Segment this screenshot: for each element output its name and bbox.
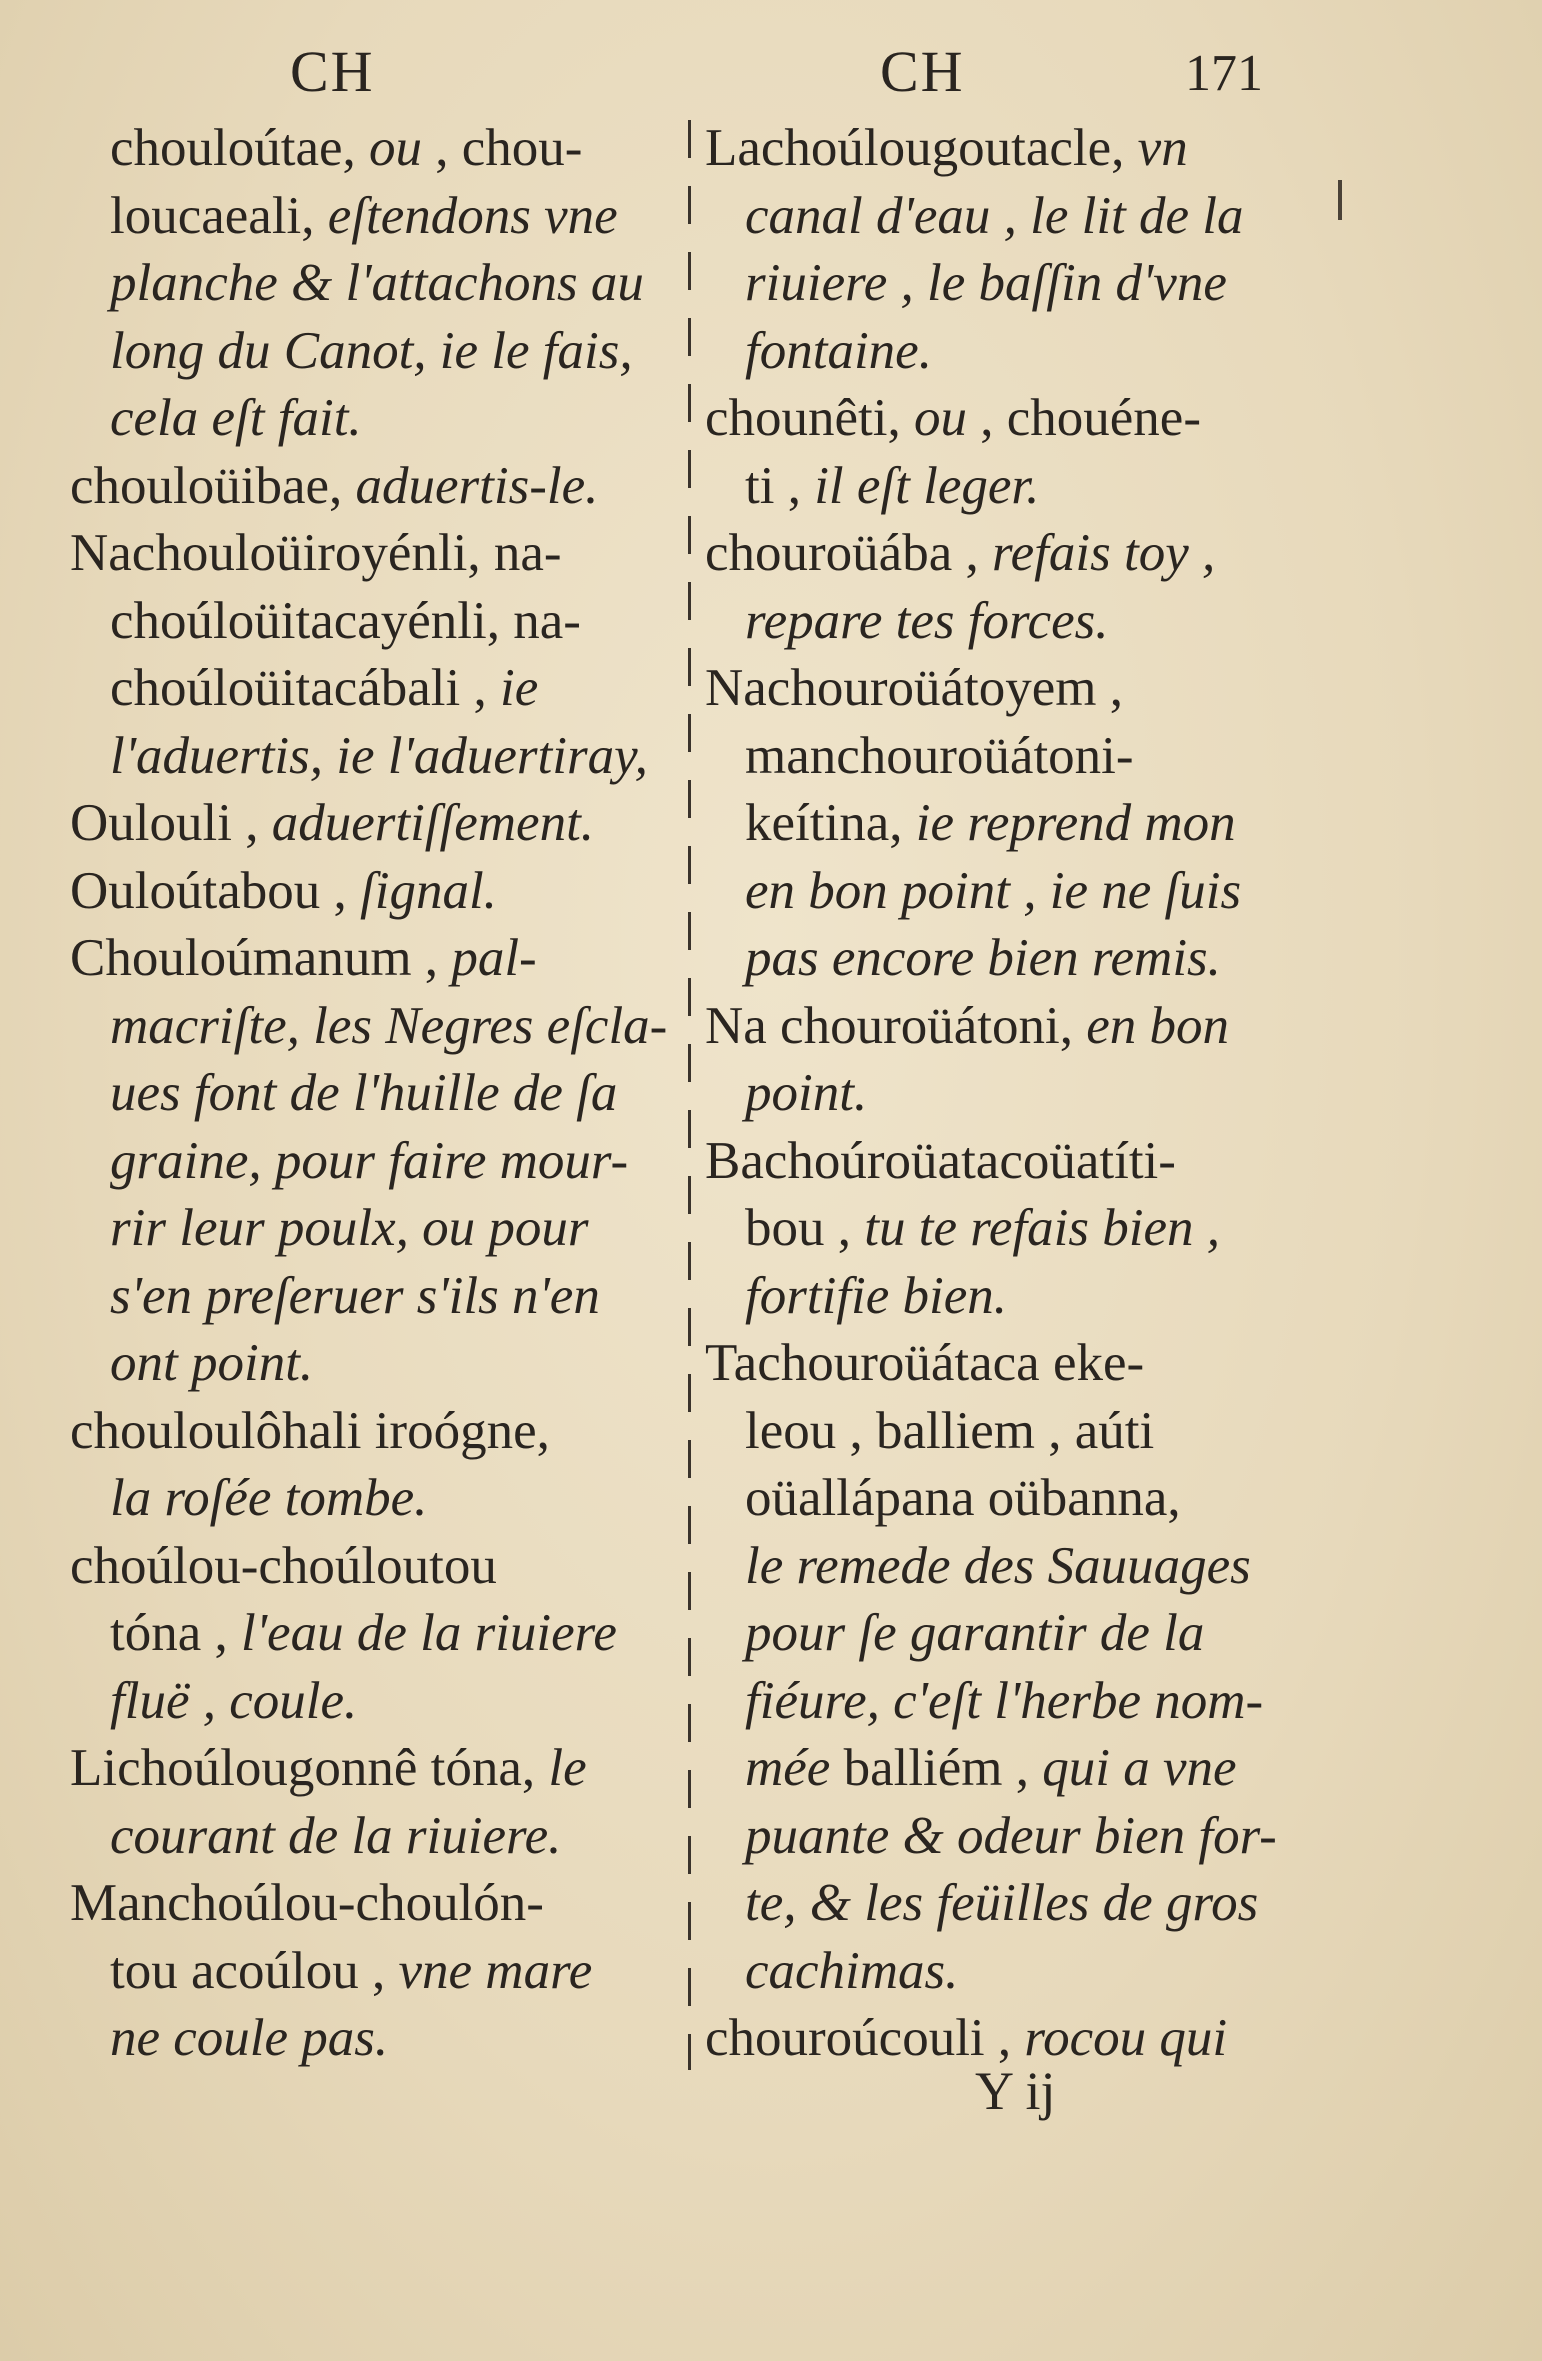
roman-text: , chouéne- <box>980 389 1201 447</box>
roman-text: chouroüába , <box>705 524 992 582</box>
left-column-line <box>70 1398 685 1466</box>
italic-gloss: fiéure, c'eſt l'herbe nom- <box>745 1671 1264 1730</box>
right-column-line <box>705 1195 1345 1263</box>
left-column-line <box>70 250 685 318</box>
italic-gloss: riuiere , le baſſin d'vne <box>745 254 1227 312</box>
right-column-line <box>705 1060 1345 1128</box>
left-column-line <box>70 1060 685 1128</box>
roman-text: choúloüitacábali , <box>110 659 500 717</box>
italic-gloss: le remede des Sauuages <box>745 1536 1251 1595</box>
left-column-line <box>70 2005 685 2073</box>
right-column-line <box>705 1128 1345 1196</box>
italic-gloss: vne mare <box>398 1941 593 2000</box>
italic-gloss: vn <box>1137 119 1188 177</box>
left-column-line <box>70 453 685 521</box>
left-column-line <box>70 993 685 1061</box>
right-column-line <box>705 1398 1345 1466</box>
right-column-line <box>705 1330 1345 1398</box>
roman-text: balliém , <box>843 1739 1043 1797</box>
italic-gloss: en bon <box>1086 996 1229 1055</box>
italic-gloss: s'en preſeruer s'ils n'en <box>110 1266 600 1325</box>
roman-text: Ouloútabou , <box>70 861 360 920</box>
left-column-line <box>70 1263 685 1331</box>
italic-gloss: cachimas. <box>745 1941 959 2000</box>
italic-gloss: fontaine. <box>745 321 932 380</box>
italic-gloss: puante & odeur bien for- <box>745 1806 1277 1865</box>
right-column-line <box>705 1735 1345 1803</box>
right-column-line <box>705 1870 1345 1938</box>
roman-text: Bachoúroüatacoüatíti- <box>705 1131 1176 1190</box>
italic-gloss: tu te refais bien , <box>864 1199 1220 1257</box>
italic-gloss: ne coule pas. <box>110 2009 389 2067</box>
right-column-line <box>705 588 1345 656</box>
right-column-line <box>705 115 1345 183</box>
left-column-line <box>70 1330 685 1398</box>
left-column-line <box>70 183 685 251</box>
italic-gloss: ues font de l'huille de ſa <box>110 1064 618 1122</box>
roman-text: chounêti, <box>705 389 914 447</box>
page-number: 171 <box>1185 45 1263 102</box>
left-column-line <box>70 1600 685 1668</box>
left-column-line <box>70 115 685 183</box>
italic-gloss: ie reprend mon <box>915 794 1236 852</box>
right-column-line <box>705 453 1345 521</box>
roman-text: keítina, <box>745 794 916 852</box>
roman-text: , chou- <box>435 119 583 177</box>
right-column-line <box>705 250 1345 318</box>
roman-text: leou , balliem , aúti <box>745 1401 1155 1460</box>
italic-gloss: graine, pour faire mour- <box>110 1131 629 1190</box>
left-column-line <box>70 520 685 588</box>
italic-gloss: pal- <box>451 929 537 987</box>
left-column-line <box>70 385 685 453</box>
italic-gloss: repare tes forces. <box>745 591 1109 650</box>
italic-gloss: cela eſt fait. <box>110 389 362 447</box>
italic-gloss: eſtendons vne <box>327 186 618 245</box>
left-column-line <box>70 1803 685 1871</box>
italic-gloss: long du Canot, ie le fais, <box>110 321 633 380</box>
roman-text: Nachouroüátoyem , <box>705 659 1123 717</box>
italic-gloss: la roſée tombe. <box>110 1469 428 1527</box>
left-column-line <box>70 588 685 656</box>
roman-text: Chouloúmanum , <box>70 929 452 987</box>
italic-gloss: en bon point , ie ne ſuis <box>745 861 1242 920</box>
roman-text: tou acoúlou , <box>110 1941 399 2000</box>
left-column-line <box>70 1938 685 2006</box>
right-column-line <box>705 723 1345 791</box>
roman-text: chouloulôhali iroógne, <box>70 1401 550 1460</box>
italic-gloss: aduertis-le. <box>355 456 599 515</box>
italic-gloss: ont point. <box>110 1334 314 1392</box>
roman-text: oüallápana oübanna, <box>745 1469 1181 1527</box>
italic-gloss: rir leur poulx, ou pour <box>110 1199 589 1257</box>
signature-mark: Y ij <box>975 2061 1056 2121</box>
roman-text: ti , <box>745 456 815 515</box>
italic-gloss: macriſte, les Negres eſcla- <box>110 996 668 1055</box>
italic-gloss: l'aduertis, ie l'aduertiray, <box>110 726 648 785</box>
roman-text: Oulouli , <box>70 794 272 852</box>
roman-text: loucaeali, <box>110 186 328 245</box>
right-column-line <box>705 655 1345 723</box>
right-column-line <box>705 993 1345 1061</box>
italic-gloss: point. <box>745 1064 868 1122</box>
roman-text: Manchoúlou-choulón- <box>70 1874 544 1932</box>
right-column-line <box>705 385 1345 453</box>
italic-gloss: ſignal. <box>360 861 497 920</box>
left-column-line <box>70 858 685 926</box>
italic-gloss: ou <box>914 389 981 447</box>
italic-gloss: pas encore bien remis. <box>745 929 1221 987</box>
roman-text: Nachouloüiroyénli, na- <box>70 524 562 582</box>
left-column-line <box>70 318 685 386</box>
italic-gloss: rocou qui <box>1024 2009 1228 2067</box>
italic-gloss: mée <box>745 1739 844 1797</box>
column-divider <box>688 120 691 2070</box>
left-column-line <box>70 1870 685 1938</box>
left-column-line <box>70 790 685 858</box>
left-column-line <box>70 1128 685 1196</box>
italic-gloss: courant de la riuiere. <box>110 1806 562 1865</box>
left-column-line <box>70 1735 685 1803</box>
italic-gloss: ie <box>500 659 539 717</box>
italic-gloss: canal d'eau , le lit de la <box>745 186 1244 245</box>
running-head-left: CH <box>290 39 375 104</box>
right-column <box>705 115 1345 2073</box>
italic-gloss: fortifie bien. <box>745 1266 1008 1325</box>
italic-gloss: pour ſe garantir de la <box>745 1604 1205 1662</box>
right-column-line <box>705 925 1345 993</box>
right-column-line <box>705 1600 1345 1668</box>
roman-text: Tachouroüátaca eke- <box>705 1334 1145 1392</box>
italic-gloss: refais toy , <box>991 524 1216 582</box>
left-column-line <box>70 723 685 791</box>
roman-text: choúloüitacayénli, na- <box>110 591 581 650</box>
italic-gloss: ou <box>369 119 436 177</box>
margin-mark <box>1338 180 1342 220</box>
italic-gloss: l'eau de la riuiere <box>241 1604 617 1662</box>
italic-gloss: il eſt leger. <box>814 456 1040 515</box>
running-head-right: CH <box>880 39 965 104</box>
left-column-line <box>70 655 685 723</box>
right-column-line <box>705 1533 1345 1601</box>
italic-gloss: le <box>548 1739 587 1797</box>
roman-text: tóna , <box>110 1604 241 1662</box>
right-column-line <box>705 1803 1345 1871</box>
left-column <box>70 115 685 2073</box>
roman-text: chouroúcouli , <box>705 2009 1025 2067</box>
left-column-line <box>70 925 685 993</box>
roman-text: manchouroüátoni- <box>745 726 1134 785</box>
roman-text: bou , <box>745 1199 865 1257</box>
italic-gloss: te, & les feüilles de gros <box>745 1874 1259 1932</box>
right-column-line <box>705 183 1345 251</box>
right-column-line <box>705 858 1345 926</box>
right-column-line <box>705 318 1345 386</box>
right-column-line <box>705 1465 1345 1533</box>
right-column-line <box>705 1263 1345 1331</box>
roman-text: chouloüibae, <box>70 456 356 515</box>
roman-text: chouloútae, <box>110 119 370 177</box>
left-column-line <box>70 1465 685 1533</box>
roman-text: choúlou-choúloutou <box>70 1536 497 1595</box>
right-column-line <box>705 1938 1345 2006</box>
italic-gloss: qui a vne <box>1042 1739 1237 1797</box>
right-column-line <box>705 1668 1345 1736</box>
roman-text: Na chouroüátoni, <box>705 996 1087 1055</box>
italic-gloss: aduertiſſement. <box>271 794 595 852</box>
roman-text: Lichoúlougonnê tóna, <box>70 1739 549 1797</box>
italic-gloss: planche & l'attachons au <box>110 254 644 312</box>
left-column-line <box>70 1533 685 1601</box>
italic-gloss: fluë , coule. <box>110 1671 358 1730</box>
right-column-line <box>705 520 1345 588</box>
left-column-line <box>70 1195 685 1263</box>
left-column-line <box>70 1668 685 1736</box>
right-column-line <box>705 790 1345 858</box>
roman-text: Lachoúlougoutacle, <box>705 119 1138 177</box>
